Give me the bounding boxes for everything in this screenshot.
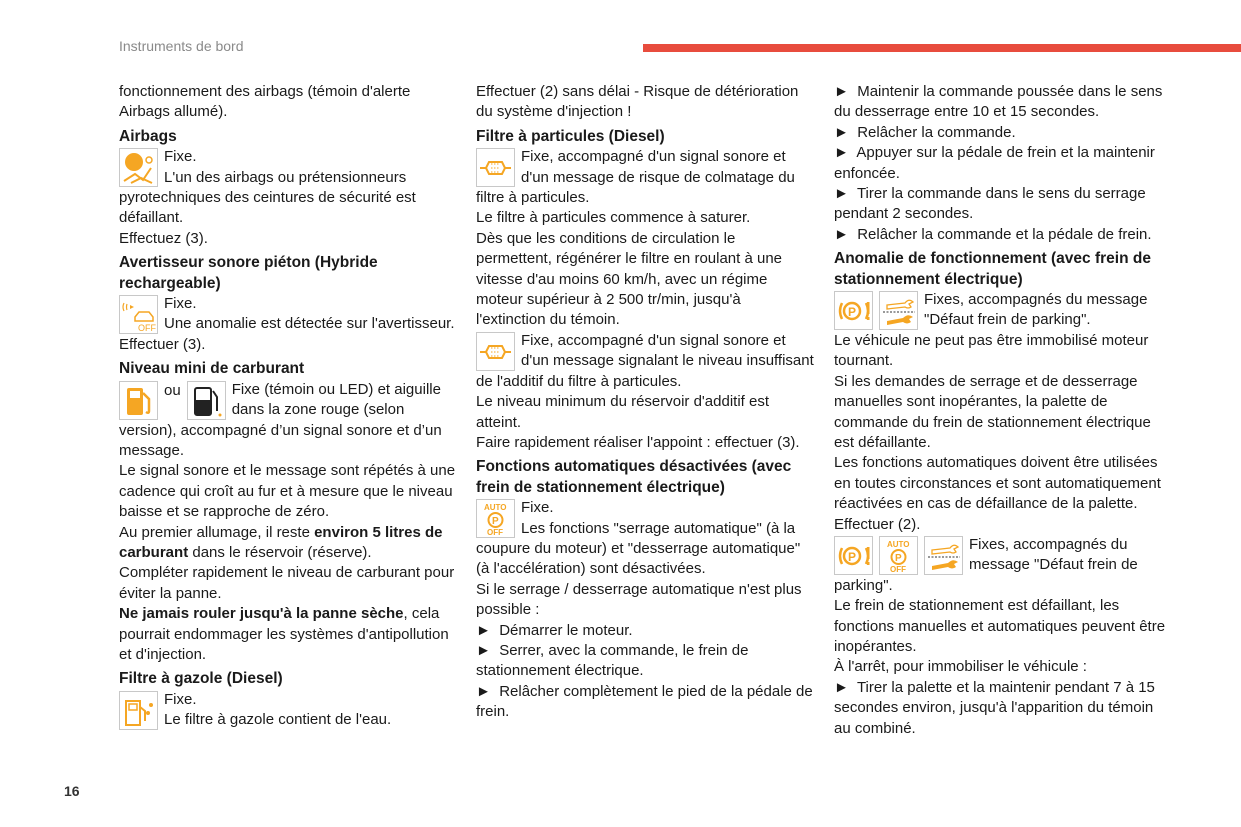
paragraph: Le véhicule ne peut pas être immobilisé moteur tournant. (834, 331, 1149, 370)
paragraph: Fixe, accompagné d'un signal sonore et d'un message signalant le niveau insuffisant de l'additif du filtre à particules. (476, 331, 814, 390)
fuel-orange-icon (119, 381, 158, 420)
svg-text:AUTO: AUTO (484, 503, 507, 513)
text-segment: Compléter rapidement le niveau de carburant pour éviter la panne. (119, 564, 455, 602)
fuel-black-icon (187, 381, 226, 420)
warning-icons (119, 295, 158, 334)
paragraph: Faire rapidement réaliser l'appoint : effectuer (3). (476, 433, 800, 451)
paragraph: Effectuer (3). (119, 335, 206, 353)
paragraph: Le frein de stationnement est défaillant, les fonctions manuelles et automatiques peuvent être inopérantes. (834, 597, 1166, 655)
auto-park-off-icon-glyph (881, 538, 916, 573)
bullet-item (476, 621, 814, 641)
section-header: Instruments de bord (119, 38, 244, 54)
paragraph (119, 604, 457, 665)
warning-icons (834, 536, 963, 575)
bullet-item (834, 225, 1172, 245)
fuel-black-icon-glyph (189, 383, 224, 418)
svg-text:P: P (492, 516, 499, 528)
paragraph: Le filtre à particules commence à saturer. (476, 209, 751, 227)
bullet-text: Relâcher la commande et la pédale de frein. (857, 225, 1152, 243)
section-heading: Filtre à particules (Diesel) (476, 127, 665, 145)
section-heading: Fonctions automatiques désactivées (avec frein de stationnement électrique) (476, 458, 792, 496)
diesel-filter-water-icon (119, 691, 158, 730)
park-brake-warning-icon-glyph (836, 293, 871, 328)
column-2 (476, 82, 814, 723)
bullet-text: Démarrer le moteur. (499, 621, 633, 639)
auto-park-off-icon (476, 499, 515, 538)
bullet-arrow-icon: ► (834, 185, 849, 203)
particle-filter-icon-glyph (478, 150, 513, 185)
paragraph (119, 563, 457, 604)
paragraph: Fixe. (164, 295, 197, 313)
or-label: ou (164, 381, 181, 399)
bullet-arrow-icon: ► (834, 123, 849, 141)
park-brake-warning-icon (834, 536, 873, 575)
header-accent-bar (643, 44, 1241, 52)
svg-text:OFF: OFF (890, 564, 906, 573)
bullet-arrow-icon: ► (476, 682, 491, 700)
paragraph: Fixe. (521, 499, 554, 517)
warning-icons (476, 499, 515, 538)
bullet-arrow-icon: ► (476, 641, 491, 659)
bullet-item (834, 123, 1172, 143)
paragraph: Fixe. (164, 148, 197, 166)
paragraph: L'un des airbags ou prétensionneurs pyrotechniques des ceintures de sécurité est défaillant. (119, 168, 416, 227)
paragraph: Fixe. (164, 690, 197, 708)
paragraph: Si le serrage / desserrage automatique n'est plus possible : (476, 580, 802, 619)
bullet-arrow-icon: ► (834, 83, 849, 100)
bullet-text: Relâcher la commande. (857, 123, 1016, 141)
paragraph (119, 523, 457, 564)
paragraph: Si les demandes de serrage et de desserrage manuelles sont inopérantes, la palette de commande du frein de stationnement électrique est défaillante. (834, 372, 1151, 451)
bullet-arrow-icon: ► (834, 678, 849, 696)
svg-text:P: P (895, 552, 902, 564)
paragraph: Une anomalie est détectée sur l'avertisseur. (164, 315, 455, 333)
service-wrench-icon (924, 536, 963, 575)
service-wrench-icon-glyph (881, 293, 916, 328)
bullet-arrow-icon: ► (476, 621, 491, 639)
warning-icons (119, 148, 158, 187)
paragraph: Effectuez (3). (119, 229, 208, 247)
particle-filter-icon (476, 148, 515, 187)
column-1 (119, 82, 457, 731)
text-segment: Effectuer (2) sans délai - Risque de détérioration du système d'injection ! (476, 83, 799, 121)
warning-icons (119, 381, 226, 420)
paragraph: Effectuer (2). (834, 515, 921, 533)
paragraph: Le niveau minimum du réservoir d'additif est atteint. (476, 393, 769, 431)
bullet-item (834, 184, 1172, 225)
airbag-icon-glyph (121, 150, 156, 185)
svg-text:OFF: OFF (487, 528, 503, 537)
svg-text:OFF: OFF (138, 323, 156, 333)
section-heading: Anomalie de fonctionnement (avec frein de stationnement électrique) (834, 250, 1151, 288)
particle-filter-icon (476, 332, 515, 371)
text-segment: dans le réservoir (réserve). (188, 543, 372, 561)
diesel-filter-water-icon-glyph (121, 693, 156, 728)
particle-filter-icon-glyph (478, 334, 513, 369)
warning-icons (834, 291, 918, 330)
bullet-text: Tirer la commande dans le sens du serrage pendant 2 secondes. (834, 185, 1146, 223)
svg-text:P: P (848, 549, 857, 564)
service-wrench-icon-glyph (926, 538, 961, 573)
pedestrian-horn-off-icon-glyph (121, 297, 156, 332)
bullet-text: Appuyer sur la pédale de frein et la maintenir enfoncée. (834, 144, 1155, 182)
section-heading: Filtre à gazole (Diesel) (119, 670, 283, 688)
bullet-arrow-icon: ► (834, 225, 849, 243)
text-segment: Au premier allumage, il reste (119, 523, 315, 541)
warning-icons (476, 332, 515, 371)
pedestrian-horn-off-icon (119, 295, 158, 334)
paragraph: Fixe, accompagné d'un signal sonore et d'un message de risque de colmatage du filtre à particules. (476, 148, 795, 207)
bullet-text: Serrer, avec la commande, le frein de stationnement électrique. (476, 641, 749, 680)
airbag-icon (119, 148, 158, 187)
paragraph: Fixes, accompagnés du message "Défaut frein de parking". (834, 535, 1138, 594)
svg-text:P: P (848, 305, 857, 320)
paragraph: Le filtre à gazole contient de l'eau. (164, 711, 392, 729)
auto-park-off-icon (879, 536, 918, 575)
warning-icons (119, 691, 158, 730)
bullet-item (476, 682, 814, 723)
park-brake-warning-icon-glyph (836, 538, 871, 573)
auto-park-off-icon-glyph (478, 501, 513, 536)
text-segment: , cela pourrait endommager les systèmes d'antipollution et d'injection. (119, 605, 449, 663)
bullet-item (834, 678, 1172, 739)
bullet-arrow-icon: ► (834, 144, 849, 162)
warning-icons (476, 148, 515, 187)
bullet-text: Maintenir la commande poussée dans le sens du desserrage entre 10 et 15 secondes. (834, 83, 1163, 121)
page-number: 16 (64, 783, 80, 799)
section-heading: Airbags (119, 127, 177, 145)
bullet-item (834, 143, 1172, 184)
bullet-text: Relâcher complètement le pied de la pédale de frein. (476, 682, 813, 721)
paragraph: Fixe (témoin ou LED) et aiguille dans la zone rouge (selon version), accompagné d’un signal sonore et d’un message. (119, 380, 442, 459)
column-3 (834, 82, 1172, 739)
text-segment: fonctionnement des airbags (témoin d'alerte Airbags allumé). (119, 83, 411, 121)
bold-text: Ne jamais rouler jusqu'à la panne sèche (119, 605, 404, 623)
park-brake-warning-icon (834, 291, 873, 330)
paragraph: Fixes, accompagnés du message "Défaut frein de parking". (924, 291, 1148, 329)
section-heading: Niveau mini de carburant (119, 360, 305, 378)
svg-text:AUTO: AUTO (887, 539, 910, 549)
paragraph: Dès que les conditions de circulation le permettent, régénérer le filtre en roulant à une vitesse d'au moins 60 km/h, avec un régime moteur supérieur à 2 500 tr/min, jusqu'à l'extinction du témoin. (476, 229, 783, 329)
bullet-item (476, 641, 814, 682)
paragraph: Les fonctions "serrage automatique" (à la coupure du moteur) et "desserrage automatique" (à l'accélération) sont désactivées. (476, 519, 801, 578)
bullet-item (834, 82, 1172, 123)
section-heading: Avertisseur sonore piéton (Hybride rechargeable) (119, 254, 378, 292)
paragraph: Les fonctions automatiques doivent être utilisées en toutes circonstances et sont automatiquement réactivées en cas de défaillance de la palette. (834, 454, 1161, 513)
bold-text: environ 5 litres de carburant (119, 523, 443, 561)
paragraph (476, 82, 814, 123)
paragraph: Le signal sonore et le message sont répétés à une cadence qui croît au fur et à mesure que le niveau baisse et se rapproche de zéro. (119, 462, 456, 521)
service-wrench-icon (879, 291, 918, 330)
fuel-orange-icon-glyph (121, 383, 156, 418)
paragraph: À l'arrêt, pour immobiliser le véhicule : (834, 658, 1087, 676)
bullet-text: Tirer la palette et la maintenir pendant 7 à 15 secondes environ, jusqu'à l'apparition du témoin au combiné. (834, 678, 1155, 737)
paragraph (119, 82, 457, 123)
